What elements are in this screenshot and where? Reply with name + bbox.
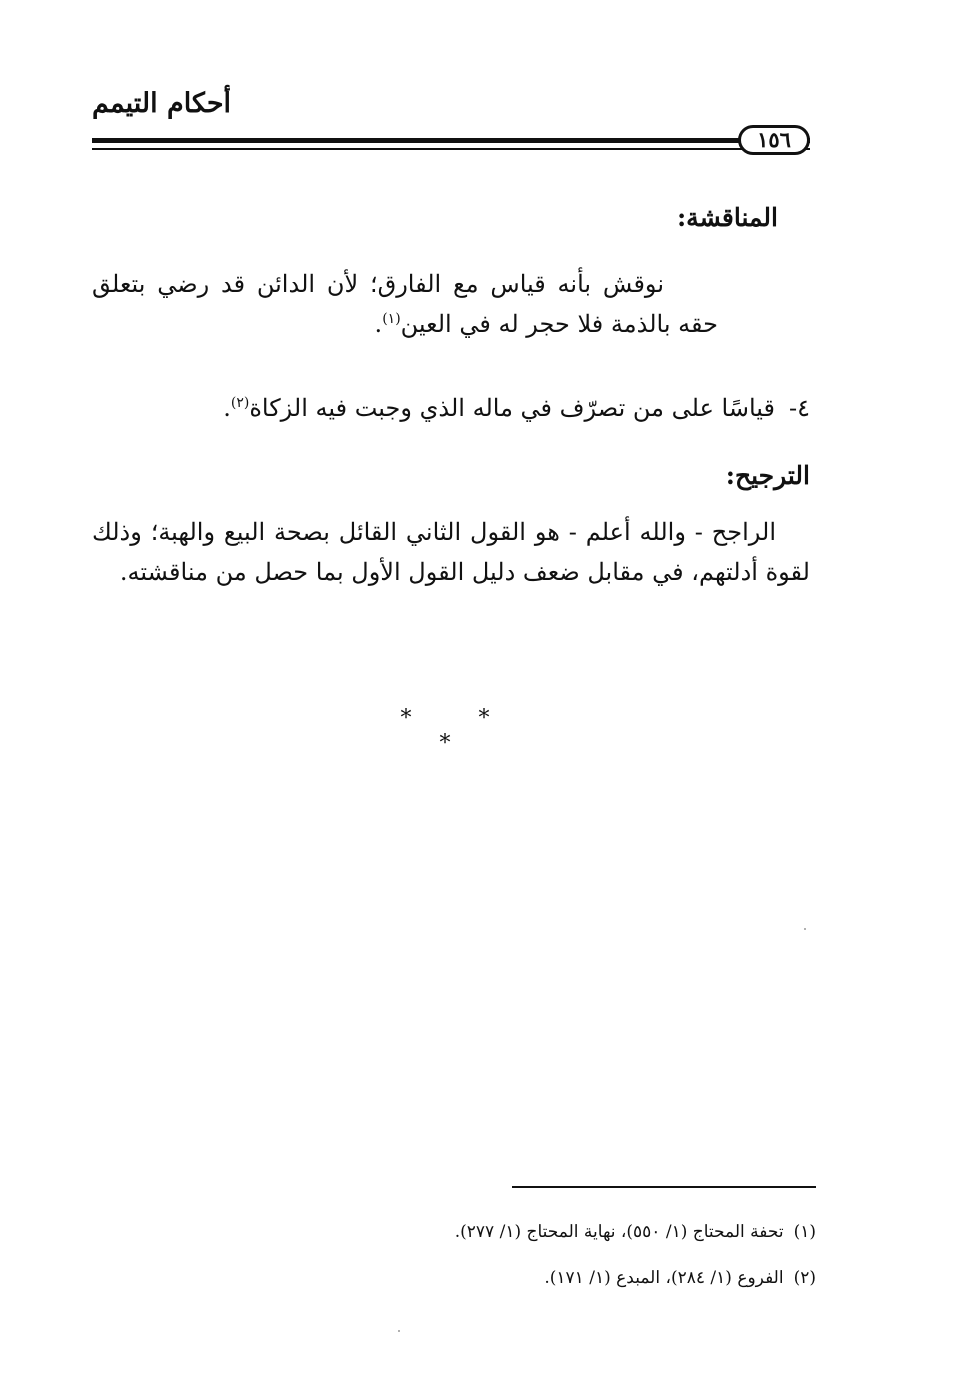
footnote-ref-2[interactable]: (٢) bbox=[230, 395, 250, 411]
scan-speck bbox=[804, 928, 806, 930]
discussion-paragraph bbox=[92, 264, 718, 344]
section-separator: * * * bbox=[400, 706, 520, 756]
item4-text: قياسًا على من تصرّف في ماله الذي وجبت فيه الزكاة bbox=[249, 394, 775, 422]
scan-speck bbox=[398, 1330, 400, 1332]
footnote-1-text: تحفة المحتاج (١/ ٥٥٠)، نهاية المحتاج (١/ ٢٧٧). bbox=[454, 1222, 784, 1242]
discussion-heading: المناقشة: bbox=[676, 203, 778, 232]
discussion-end: . bbox=[374, 310, 383, 338]
item4-number: ٤- bbox=[789, 394, 810, 422]
footnote-1 bbox=[455, 1222, 816, 1242]
preference-paragraph bbox=[92, 512, 810, 592]
item4-end: . bbox=[223, 394, 231, 422]
footnote-rule bbox=[512, 1186, 816, 1188]
discussion-text: نوقش بأنه قياس مع الفارق؛ لأن الدائن قد رضي بتعلق حقه بالذمة فلا حجر له في العين bbox=[92, 270, 718, 338]
footnote-2 bbox=[544, 1268, 816, 1288]
footnote-2-number: (٢) bbox=[793, 1268, 816, 1288]
running-title: أحكام التيمم bbox=[92, 88, 232, 119]
page-number: ١٥٦ bbox=[738, 125, 810, 155]
header-rule-thin bbox=[92, 148, 810, 150]
preference-heading: الترجيح: bbox=[725, 461, 810, 490]
list-item-4 bbox=[223, 388, 810, 428]
footnote-1-number: (١) bbox=[793, 1222, 816, 1242]
footnote-2-text: الفروع (١/ ٢٨٤)، المبدع (١/ ١٧١). bbox=[544, 1268, 784, 1288]
header-rule-thick bbox=[92, 138, 810, 143]
footnote-ref-1[interactable]: (١) bbox=[382, 311, 401, 327]
preference-text: الراجح - والله أعلم - هو القول الثاني القائل بصحة البيع والهبة؛ وذلك لقوة أدلتهم، في مقابل ضعف دليل القول الأول بما حصل من مناقشته. bbox=[92, 518, 810, 586]
